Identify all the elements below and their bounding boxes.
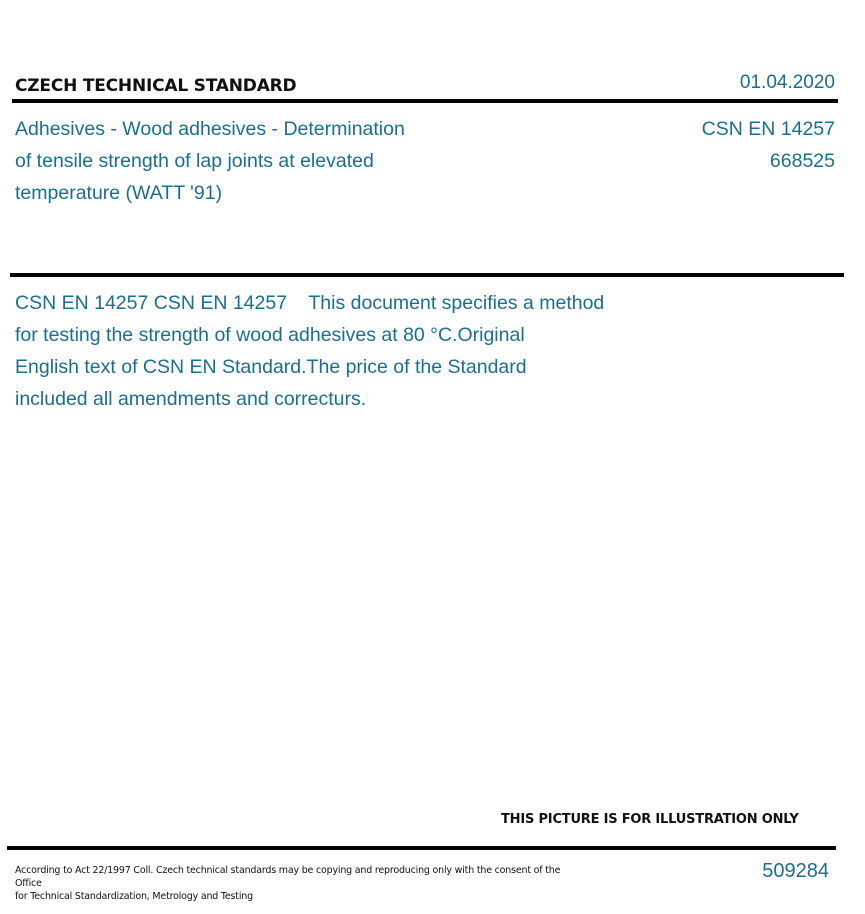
- description-line-1: CSN EN 14257 CSN EN 14257 This document specifies a method: [15, 292, 605, 314]
- standard-number: 668525: [769, 150, 835, 172]
- standard-description: [15, 287, 685, 415]
- bottom-divider: [7, 846, 836, 850]
- description-line-3: English text of CSN EN Standard.The price of the Standard: [15, 356, 527, 378]
- publication-date: 01.04.2020: [739, 72, 835, 93]
- description-line-2: for testing the strength of wood adhesives at 80 °C.Original: [15, 324, 525, 346]
- legal-line-1: According to Act 22/1997 Coll. Czech technical standards may be copying and reproducing only with the consent of the Office: [15, 865, 561, 889]
- catalog-number: 509284: [762, 860, 829, 882]
- standard-title: [15, 113, 475, 209]
- legal-notice: [15, 864, 585, 903]
- description-line-4: included all amendments and correcturs.: [15, 388, 367, 410]
- middle-divider: [10, 273, 844, 277]
- legal-line-2: for Technical Standardization, Metrology and Testing: [15, 891, 253, 902]
- standard-identifier: [702, 113, 835, 177]
- title-line-1: Adhesives - Wood adhesives - Determination: [15, 118, 405, 140]
- title-line-2: of tensile strength of lap joints at elevated: [15, 150, 374, 172]
- document-type-label: CZECH TECHNICAL STANDARD: [15, 76, 297, 96]
- illustration-note: THIS PICTURE IS FOR ILLUSTRATION ONLY: [501, 812, 799, 827]
- standard-designation: CSN EN 14257: [701, 118, 835, 140]
- title-line-3: temperature (WATT '91): [15, 182, 223, 204]
- top-divider: [12, 99, 838, 103]
